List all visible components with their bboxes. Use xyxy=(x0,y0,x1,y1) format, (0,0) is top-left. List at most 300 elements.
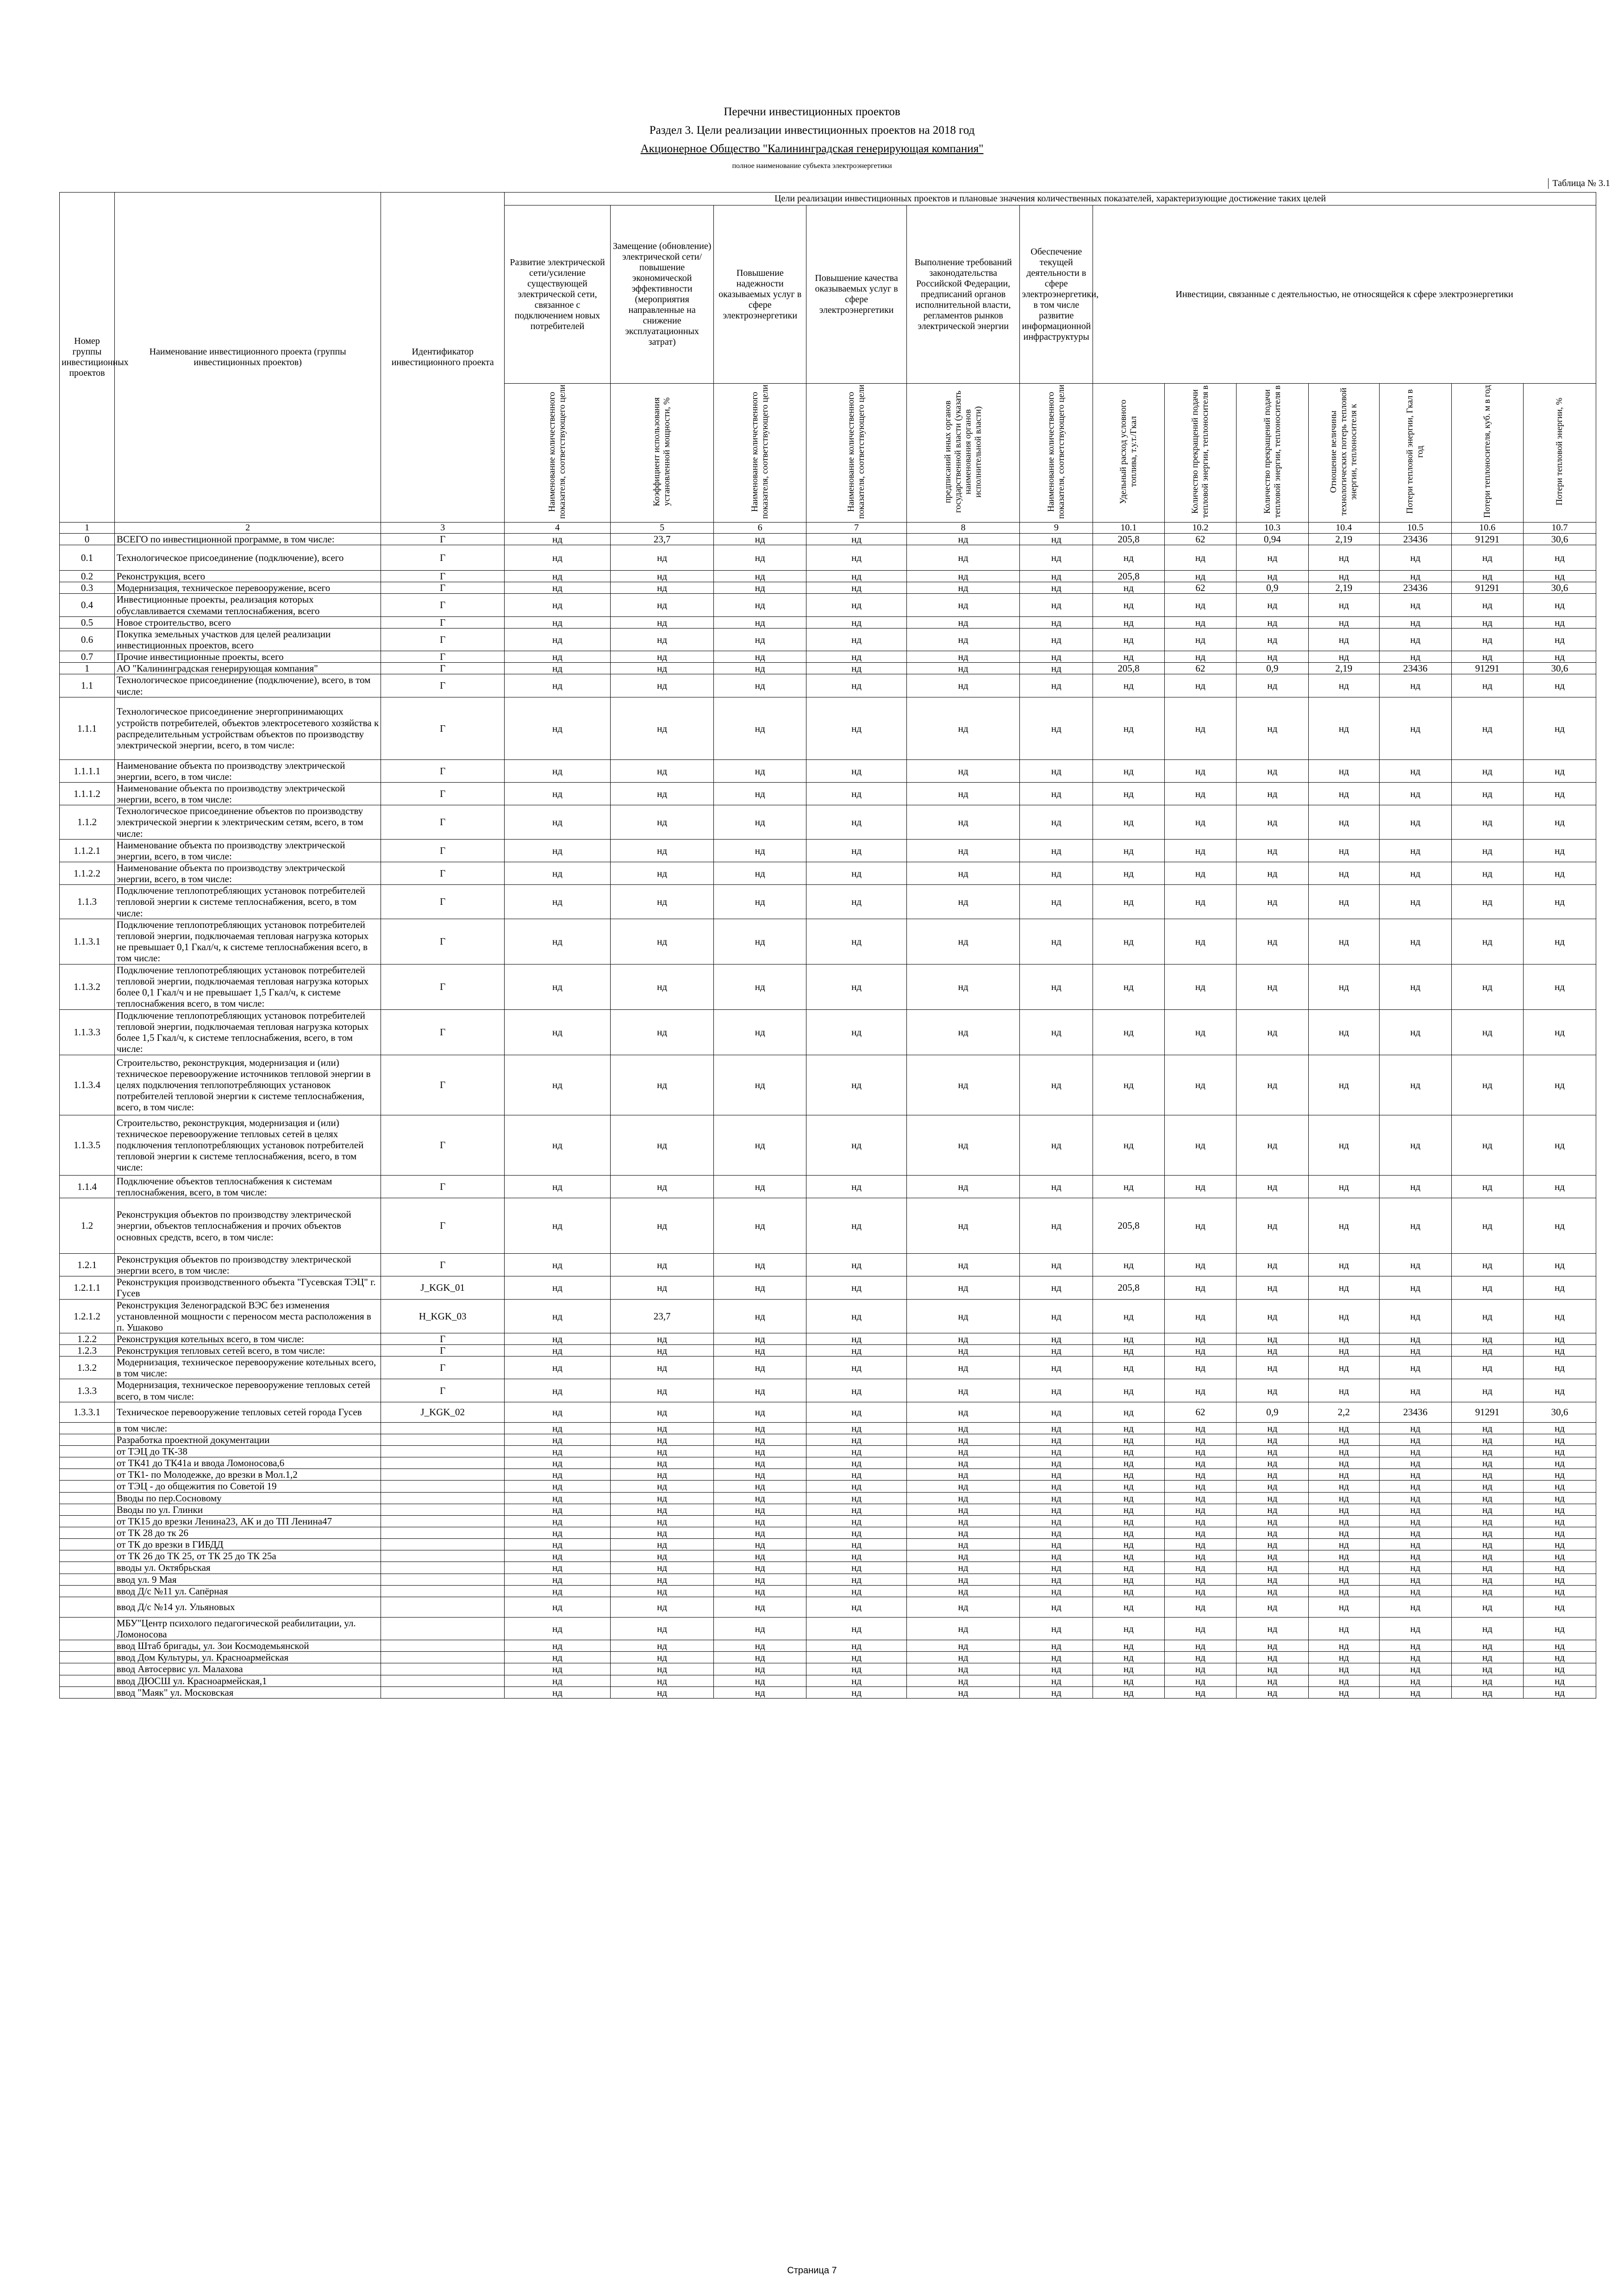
value-cell: нд xyxy=(806,616,907,628)
identifier-cell: Г xyxy=(381,919,505,964)
value-cell: нд xyxy=(1308,1276,1379,1299)
table-row xyxy=(60,571,1596,582)
value-cell: нд xyxy=(1308,1574,1379,1585)
value-cell: нд xyxy=(1164,919,1237,964)
value-cell: нд xyxy=(1020,1481,1093,1492)
value-cell: нд xyxy=(1308,1175,1379,1198)
value-cell: нд xyxy=(1524,1675,1596,1686)
value-cell: нд xyxy=(1451,1574,1524,1585)
value-cell: 30,6 xyxy=(1524,1402,1596,1422)
value-cell: нд xyxy=(1093,616,1164,628)
header-goal-4: Повышение качества оказываемых услуг в сфере электроэнергетики xyxy=(806,205,907,384)
value-cell: нд xyxy=(1524,1333,1596,1344)
value-cell: нд xyxy=(1020,759,1093,782)
value-cell: нд xyxy=(806,1115,907,1175)
value-cell: нд xyxy=(1379,697,1451,759)
value-cell: нд xyxy=(1237,1115,1309,1175)
value-cell: нд xyxy=(806,1574,907,1585)
value-cell: нд xyxy=(1451,782,1524,805)
value-cell: нд xyxy=(1093,1446,1164,1457)
value-cell: нд xyxy=(714,1333,806,1344)
header-sub-5: Коэффициент использования установленной мощности, % xyxy=(652,397,672,506)
value-cell: нд xyxy=(505,782,611,805)
row-number-cell xyxy=(60,1446,115,1457)
row-number-cell: 1.1.1 xyxy=(60,697,115,759)
value-cell: 30,6 xyxy=(1524,663,1596,674)
value-cell: нд xyxy=(1020,663,1093,674)
project-name-cell: Технологическое присоединение энергопринимающих устройств потребителей, объектов электросетевого хозяйства к распределительным устройствам объектов по производству электрической энергии, всего, в том числе: xyxy=(114,697,381,759)
value-cell: нд xyxy=(1308,759,1379,782)
value-cell: нд xyxy=(1020,1402,1093,1422)
value-cell: нд xyxy=(1524,1539,1596,1550)
value-cell: нд xyxy=(1524,1198,1596,1253)
value-cell: 0,9 xyxy=(1237,1402,1309,1422)
value-cell: нд xyxy=(906,651,1019,663)
value-cell: нд xyxy=(610,1446,713,1457)
value-cell: нд xyxy=(1451,697,1524,759)
value-cell: нд xyxy=(1093,1663,1164,1675)
value-cell: нд xyxy=(714,839,806,862)
value-cell: нд xyxy=(1451,1675,1524,1686)
value-cell: нд xyxy=(610,1345,713,1356)
value-cell: нд xyxy=(1524,1550,1596,1562)
value-cell: нд xyxy=(1524,1253,1596,1276)
value-cell: нд xyxy=(1020,1652,1093,1663)
value-cell: 23436 xyxy=(1379,534,1451,545)
project-name-cell: ввод Д/с №11 ул. Сапёрная xyxy=(114,1585,381,1597)
value-cell: нд xyxy=(806,1504,907,1515)
value-cell: нд xyxy=(505,1675,611,1686)
value-cell: нд xyxy=(1093,1675,1164,1686)
value-cell: нд xyxy=(505,885,611,919)
value-cell: 30,6 xyxy=(1524,582,1596,594)
value-cell: нд xyxy=(1237,1253,1309,1276)
project-name-cell: Подключение теплопотребляющих установок потребителей тепловой энергии, подключаемая тепловая нагрузка которых более 1,5 Гкал/ч, к системе теплоснабжения, всего, в том числе: xyxy=(114,1009,381,1055)
value-cell: нд xyxy=(806,885,907,919)
value-cell: нд xyxy=(1093,1009,1164,1055)
value-cell: нд xyxy=(1379,674,1451,697)
value-cell: нд xyxy=(1524,964,1596,1009)
value-cell: нд xyxy=(1379,1253,1451,1276)
value-cell: нд xyxy=(1164,1422,1237,1434)
value-cell: нд xyxy=(1451,571,1524,582)
project-name-cell: МБУ"Центр психолого педагогической реабилитации, ул. Ломоносова xyxy=(114,1617,381,1640)
value-cell: 62 xyxy=(1164,663,1237,674)
table-row xyxy=(60,534,1596,545)
value-cell: нд xyxy=(906,1402,1019,1422)
value-cell: нд xyxy=(1308,862,1379,884)
value-cell: нд xyxy=(806,1550,907,1562)
value-cell: нд xyxy=(1237,839,1309,862)
identifier-cell xyxy=(381,1446,505,1457)
value-cell: нд xyxy=(1524,545,1596,571)
value-cell: 23436 xyxy=(1379,1402,1451,1422)
row-number-cell: 1.2 xyxy=(60,1198,115,1253)
value-cell: нд xyxy=(1451,1686,1524,1698)
value-cell: нд xyxy=(1237,1597,1309,1617)
value-cell: нд xyxy=(1524,571,1596,582)
column-number: 3 xyxy=(381,523,505,534)
identifier-cell xyxy=(381,1539,505,1550)
value-cell: нд xyxy=(1451,545,1524,571)
value-cell: нд xyxy=(906,1515,1019,1527)
value-cell: нд xyxy=(505,1333,611,1344)
value-cell: нд xyxy=(610,1356,713,1379)
value-cell: нд xyxy=(505,1009,611,1055)
value-cell: нд xyxy=(806,571,907,582)
value-cell: нд xyxy=(1524,1276,1596,1299)
header-group-no: Номер группы инвестиционных проектов xyxy=(60,193,115,523)
value-cell: нд xyxy=(505,1299,611,1333)
value-cell: нд xyxy=(1020,782,1093,805)
value-cell: нд xyxy=(1308,964,1379,1009)
value-cell: нд xyxy=(1093,1299,1164,1333)
value-cell: нд xyxy=(906,1597,1019,1617)
value-cell: нд xyxy=(906,594,1019,616)
value-cell: нд xyxy=(1164,1009,1237,1055)
value-cell: нд xyxy=(1379,1333,1451,1344)
value-cell: нд xyxy=(714,1299,806,1333)
value-cell: нд xyxy=(1164,1675,1237,1686)
page-number: Страница 7 xyxy=(787,2265,837,2276)
value-cell: нд xyxy=(1379,1434,1451,1445)
value-cell: 23,7 xyxy=(610,1299,713,1333)
row-number-cell xyxy=(60,1675,115,1686)
value-cell: нд xyxy=(714,1356,806,1379)
value-cell: нд xyxy=(1379,1299,1451,1333)
value-cell: 205,8 xyxy=(1093,534,1164,545)
value-cell: нд xyxy=(1379,1198,1451,1253)
value-cell: нд xyxy=(1164,839,1237,862)
identifier-cell: Г xyxy=(381,1115,505,1175)
value-cell: нд xyxy=(1451,1276,1524,1299)
value-cell: нд xyxy=(806,1345,907,1356)
identifier-cell xyxy=(381,1469,505,1481)
value-cell: нд xyxy=(906,862,1019,884)
row-number-cell: 0.7 xyxy=(60,651,115,663)
value-cell: нд xyxy=(806,1253,907,1276)
value-cell: нд xyxy=(505,582,611,594)
value-cell: нд xyxy=(1379,594,1451,616)
value-cell: нд xyxy=(1093,1686,1164,1698)
column-number: 1 xyxy=(60,523,115,534)
value-cell: нд xyxy=(906,1663,1019,1675)
table-row xyxy=(60,1457,1596,1469)
value-cell: нд xyxy=(505,545,611,571)
project-name-cell: Вводы по пер.Сосновому xyxy=(114,1492,381,1504)
value-cell: нд xyxy=(1093,805,1164,839)
value-cell: 62 xyxy=(1164,582,1237,594)
table-row xyxy=(60,1652,1596,1663)
value-cell: нд xyxy=(610,1652,713,1663)
value-cell: нд xyxy=(906,919,1019,964)
row-number-cell: 0.1 xyxy=(60,545,115,571)
value-cell: нд xyxy=(1379,759,1451,782)
value-cell: нд xyxy=(806,1640,907,1652)
column-number-row xyxy=(60,523,1596,534)
table-row xyxy=(60,674,1596,697)
row-number-cell: 0.5 xyxy=(60,616,115,628)
project-name-cell: Подключение теплопотребляющих установок потребителей тепловой энергии к системе теплоснабжения, всего, в том числе: xyxy=(114,885,381,919)
project-name-cell: ввод Дом Культуры, ул. Красноармейская xyxy=(114,1652,381,1663)
value-cell: нд xyxy=(1308,1469,1379,1481)
value-cell: нд xyxy=(1237,1515,1309,1527)
identifier-cell xyxy=(381,1652,505,1663)
value-cell: нд xyxy=(906,1574,1019,1585)
value-cell: нд xyxy=(806,1434,907,1445)
value-cell: нд xyxy=(1164,1356,1237,1379)
value-cell: нд xyxy=(806,1652,907,1663)
value-cell: нд xyxy=(806,1597,907,1617)
value-cell: нд xyxy=(1379,616,1451,628)
row-number-cell xyxy=(60,1640,115,1652)
value-cell: нд xyxy=(1020,1574,1093,1585)
value-cell: нд xyxy=(1237,1469,1309,1481)
identifier-cell xyxy=(381,1504,505,1515)
identifier-cell: Г xyxy=(381,674,505,697)
value-cell: нд xyxy=(1164,1550,1237,1562)
value-cell: нд xyxy=(1020,805,1093,839)
table-row xyxy=(60,805,1596,839)
value-cell: нд xyxy=(1451,1422,1524,1434)
value-cell: нд xyxy=(505,1585,611,1597)
value-cell: нд xyxy=(1164,1055,1237,1115)
value-cell: нд xyxy=(806,1379,907,1402)
value-cell: нд xyxy=(1093,582,1164,594)
value-cell: нд xyxy=(1093,1481,1164,1492)
value-cell: нд xyxy=(610,1585,713,1597)
value-cell: нд xyxy=(1308,1457,1379,1469)
value-cell: нд xyxy=(1020,1675,1093,1686)
value-cell: нд xyxy=(1237,1481,1309,1492)
value-cell: нд xyxy=(1451,1356,1524,1379)
identifier-cell xyxy=(381,1585,505,1597)
value-cell: нд xyxy=(1164,1276,1237,1299)
identifier-cell xyxy=(381,1550,505,1562)
project-name-cell: ввод "Маяк" ул. Московская xyxy=(114,1686,381,1698)
value-cell: нд xyxy=(1093,1550,1164,1562)
value-cell: нд xyxy=(1093,1527,1164,1539)
value-cell: нд xyxy=(714,1457,806,1469)
value-cell: нд xyxy=(1237,616,1309,628)
value-cell: нд xyxy=(1164,1574,1237,1585)
project-name-cell: Прочие инвестиционные проекты, всего xyxy=(114,651,381,663)
value-cell: нд xyxy=(610,1457,713,1469)
header-sub-10-3: Количество прекращений подачи тепловой энергии, теплоносителя в xyxy=(1262,385,1282,518)
value-cell: нд xyxy=(610,862,713,884)
value-cell: нд xyxy=(1379,1115,1451,1175)
value-cell: нд xyxy=(1524,1686,1596,1698)
value-cell: нд xyxy=(1020,1492,1093,1504)
column-number: 4 xyxy=(505,523,611,534)
row-number-cell: 0.4 xyxy=(60,594,115,616)
value-cell: нд xyxy=(1020,1585,1093,1597)
value-cell: нд xyxy=(1308,1550,1379,1562)
value-cell: нд xyxy=(1524,759,1596,782)
project-name-cell: ввод ул. 9 Мая xyxy=(114,1574,381,1585)
value-cell: нд xyxy=(714,616,806,628)
value-cell: нд xyxy=(1308,1356,1379,1379)
value-cell: нд xyxy=(1451,919,1524,964)
value-cell: нд xyxy=(1524,1175,1596,1198)
value-cell: нд xyxy=(505,1574,611,1585)
value-cell: нд xyxy=(1164,651,1237,663)
value-cell: нд xyxy=(806,1492,907,1504)
identifier-cell: Г xyxy=(381,1333,505,1344)
value-cell: нд xyxy=(505,1434,611,1445)
value-cell: нд xyxy=(806,663,907,674)
value-cell: нд xyxy=(505,674,611,697)
investment-goals-table xyxy=(59,192,1596,1699)
row-number-cell: 0.2 xyxy=(60,571,115,582)
value-cell: 205,8 xyxy=(1093,1276,1164,1299)
value-cell: нд xyxy=(1093,1492,1164,1504)
identifier-cell: Г xyxy=(381,616,505,628)
value-cell: нд xyxy=(714,919,806,964)
row-number-cell: 1.1.3.5 xyxy=(60,1115,115,1175)
value-cell: нд xyxy=(1524,1597,1596,1617)
value-cell: нд xyxy=(1020,1198,1093,1253)
value-cell: нд xyxy=(1237,805,1309,839)
value-cell: нд xyxy=(806,1515,907,1527)
project-name-cell: Подключение теплопотребляющих установок потребителей тепловой энергии, подключаемая тепловая нагрузка которых более 0,1 Гкал/ч и не превышает 1,5 Гкал/ч, к системе теплоснабжения всего, в том числе: xyxy=(114,964,381,1009)
row-number-cell xyxy=(60,1434,115,1445)
value-cell: нд xyxy=(714,1379,806,1402)
value-cell: нд xyxy=(1020,1504,1093,1515)
value-cell: нд xyxy=(906,964,1019,1009)
value-cell: нд xyxy=(505,1198,611,1253)
value-cell: нд xyxy=(1524,1299,1596,1333)
identifier-cell xyxy=(381,1686,505,1698)
value-cell: нд xyxy=(1237,545,1309,571)
value-cell: нд xyxy=(1308,1333,1379,1344)
identifier-cell xyxy=(381,1492,505,1504)
value-cell: нд xyxy=(906,1469,1019,1481)
value-cell: нд xyxy=(1308,1675,1379,1686)
column-number: 10.5 xyxy=(1379,523,1451,534)
table-row xyxy=(60,1597,1596,1617)
value-cell: нд xyxy=(1020,545,1093,571)
value-cell: нд xyxy=(1451,1055,1524,1115)
value-cell: нд xyxy=(1237,1640,1309,1652)
value-cell: нд xyxy=(1308,1379,1379,1402)
value-cell: нд xyxy=(806,1198,907,1253)
value-cell: нд xyxy=(1093,674,1164,697)
value-cell: нд xyxy=(1020,1009,1093,1055)
value-cell: нд xyxy=(1379,1345,1451,1356)
value-cell: нд xyxy=(1020,534,1093,545)
row-number-cell xyxy=(60,1585,115,1597)
project-name-cell: Реконструкция Зеленоградской ВЭС без изменения установленной мощности с переносом места расположения в п. Ушаково xyxy=(114,1299,381,1333)
value-cell: нд xyxy=(1524,839,1596,862)
value-cell: нд xyxy=(806,1585,907,1597)
value-cell: нд xyxy=(1020,1457,1093,1469)
value-cell: нд xyxy=(714,571,806,582)
value-cell: нд xyxy=(1379,1562,1451,1574)
row-number-cell: 0 xyxy=(60,534,115,545)
value-cell: нд xyxy=(1451,1481,1524,1492)
value-cell: нд xyxy=(1164,1515,1237,1527)
table-row xyxy=(60,697,1596,759)
value-cell: нд xyxy=(1379,1446,1451,1457)
value-cell: нд xyxy=(1451,805,1524,839)
value-cell: нд xyxy=(1164,1469,1237,1481)
value-cell: нд xyxy=(1237,1356,1309,1379)
project-name-cell: ВСЕГО по инвестиционной программе, в том числе: xyxy=(114,534,381,545)
value-cell: нд xyxy=(714,1469,806,1481)
project-name-cell: Подключение теплопотребляющих установок потребителей тепловой энергии, подключаемая тепловая нагрузка которых не превышает 0,1 Гкал/ч, к системе теплоснабжения всего, в том числе: xyxy=(114,919,381,964)
value-cell: нд xyxy=(505,1402,611,1422)
value-cell: нд xyxy=(714,1550,806,1562)
project-name-cell: Наименование объекта по производству электрической энергии, всего, в том числе: xyxy=(114,759,381,782)
value-cell: нд xyxy=(505,1469,611,1481)
value-cell: нд xyxy=(906,1652,1019,1663)
value-cell: нд xyxy=(714,1597,806,1617)
value-cell: нд xyxy=(1524,1663,1596,1675)
value-cell: нд xyxy=(1237,1434,1309,1445)
value-cell: нд xyxy=(1020,1333,1093,1344)
value-cell: нд xyxy=(714,805,806,839)
value-cell: нд xyxy=(1164,1198,1237,1253)
value-cell: нд xyxy=(1093,1333,1164,1344)
value-cell: нд xyxy=(1379,1597,1451,1617)
value-cell: нд xyxy=(1308,1597,1379,1617)
value-cell: нд xyxy=(714,1492,806,1504)
value-cell: нд xyxy=(714,1504,806,1515)
value-cell: нд xyxy=(1379,571,1451,582)
value-cell: нд xyxy=(1093,862,1164,884)
value-cell: нд xyxy=(1308,1345,1379,1356)
value-cell: нд xyxy=(1524,1379,1596,1402)
value-cell: нд xyxy=(1164,1379,1237,1402)
value-cell: нд xyxy=(1164,1663,1237,1675)
value-cell: нд xyxy=(1093,1457,1164,1469)
value-cell: нд xyxy=(1020,594,1093,616)
value-cell: нд xyxy=(1093,1175,1164,1198)
value-cell: нд xyxy=(1308,697,1379,759)
value-cell: нд xyxy=(806,1539,907,1550)
project-name-cell: Модернизация, техническое перевооружение, всего xyxy=(114,582,381,594)
value-cell: нд xyxy=(1093,651,1164,663)
identifier-cell: Г xyxy=(381,534,505,545)
project-name-cell: Наименование объекта по производству электрической энергии, всего, в том числе: xyxy=(114,862,381,884)
value-cell: 23436 xyxy=(1379,582,1451,594)
row-number-cell: 1.1.2.2 xyxy=(60,862,115,884)
value-cell: нд xyxy=(906,628,1019,651)
value-cell: нд xyxy=(1093,628,1164,651)
row-number-cell xyxy=(60,1457,115,1469)
value-cell: нд xyxy=(714,1617,806,1640)
value-cell: нд xyxy=(1020,674,1093,697)
value-cell: нд xyxy=(714,1253,806,1276)
value-cell: нд xyxy=(806,1009,907,1055)
value-cell: нд xyxy=(1308,1009,1379,1055)
value-cell: нд xyxy=(1237,1574,1309,1585)
value-cell: нд xyxy=(1379,1617,1451,1640)
value-cell: нд xyxy=(1308,1492,1379,1504)
value-cell: нд xyxy=(1237,651,1309,663)
value-cell: нд xyxy=(1524,1492,1596,1504)
value-cell: нд xyxy=(714,885,806,919)
value-cell: нд xyxy=(610,1276,713,1299)
value-cell: нд xyxy=(1379,862,1451,884)
value-cell: нд xyxy=(610,628,713,651)
value-cell: нд xyxy=(1020,885,1093,919)
value-cell: нд xyxy=(906,1345,1019,1356)
value-cell: нд xyxy=(1093,1379,1164,1402)
table-row xyxy=(60,1686,1596,1698)
value-cell: нд xyxy=(1093,885,1164,919)
